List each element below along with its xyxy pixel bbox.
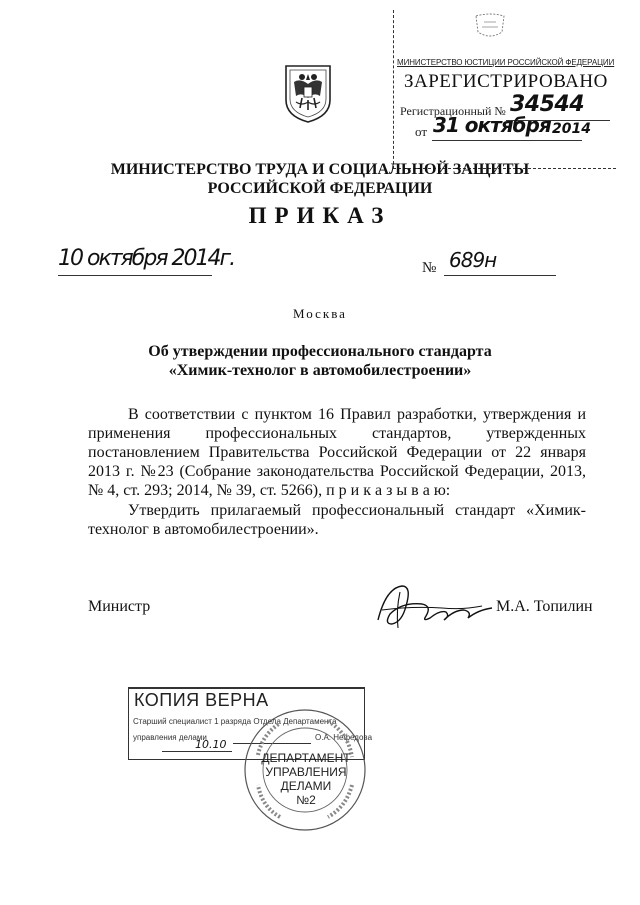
order-subject: [0, 342, 640, 380]
copy-stamp-title: КОПИЯ ВЕРНА: [134, 690, 269, 710]
reg-stamp-title: ЗАРЕГИСТРИРОВАНО: [404, 71, 608, 92]
round-seal-line3: ДЕЛАМИ: [280, 779, 332, 793]
reg-stamp-date-prefix: от: [415, 124, 428, 139]
reg-stamp-number-label: Регистрационный №: [400, 104, 506, 118]
order-subject-line1: Об утверждении профессионального стандарта: [148, 343, 492, 360]
copy-stamp-department: управления делами: [133, 733, 207, 742]
round-seal-text: [257, 751, 355, 807]
city: Москва: [293, 306, 347, 321]
order-number-sign: №: [422, 260, 437, 276]
reg-stamp-emblem-mark: [470, 12, 510, 42]
order-date-underline: [58, 275, 212, 276]
order-title: ПРИКАЗ: [248, 203, 392, 228]
body-paragraph-2: Утвердить прилагаемый профессиональный стандарт «Химик-технолог в автомобилестроении».: [88, 502, 586, 538]
order-subject-line2: «Химик-технолог в автомобилестроении»: [168, 362, 472, 379]
copy-stamp-date-line: [162, 751, 232, 752]
coat-of-arms-emblem: [282, 60, 334, 124]
round-seal-line2: УПРАВЛЕНИЯ: [265, 765, 347, 779]
copy-stamp-signature: 10.10: [195, 738, 227, 751]
reg-stamp-year: 2014: [552, 121, 591, 137]
reg-stamp-ministry: МИНИСТЕРСТВО ЮСТИЦИИ РОССИЙСКОЙ ФЕДЕРАЦИИ: [397, 58, 615, 67]
order-number: 689н: [449, 248, 497, 272]
signatory-name: М.А. Топилин: [496, 598, 593, 615]
ministry-title: [0, 160, 640, 198]
round-seal-line4: №2: [296, 793, 316, 807]
copy-stamp-name: О.А. Нефедова: [315, 733, 373, 742]
reg-stamp-number: 34544: [510, 92, 585, 117]
reg-stamp-date: 31 октября: [433, 113, 551, 137]
body-paragraph-1: В соответствии с пунктом 16 Правил разработки, утверждения и применения профессиональных стандартов, утвержденных постановлением Правительства Российской Федерации от 22 января 2013 г. №23 (Собрание законодательства Российской Федерации, 2013, № 4, ст. 293; 2014, № 39, ст. 5266), п р и к а з ы в а ю:: [88, 406, 586, 499]
handwritten-signature: [372, 580, 497, 640]
ministry-title-line2: РОССИЙСКОЙ ФЕДЕРАЦИИ: [207, 180, 433, 197]
ministry-title-line1: МИНИСТЕРСТВО ТРУДА И СОЦИАЛЬНОЙ ЗАЩИТЫ: [110, 161, 530, 178]
reg-date-underline: [432, 140, 582, 141]
order-date: 10 октября 2014г.: [58, 246, 235, 271]
round-seal-line1: ДЕПАРТАМЕНТ: [261, 751, 351, 765]
order-number-underline: [444, 275, 556, 276]
signatory-position: Министр: [88, 598, 151, 615]
copy-stamp-position: Старший специалист 1 разряда Отдела Департамента: [133, 717, 337, 726]
